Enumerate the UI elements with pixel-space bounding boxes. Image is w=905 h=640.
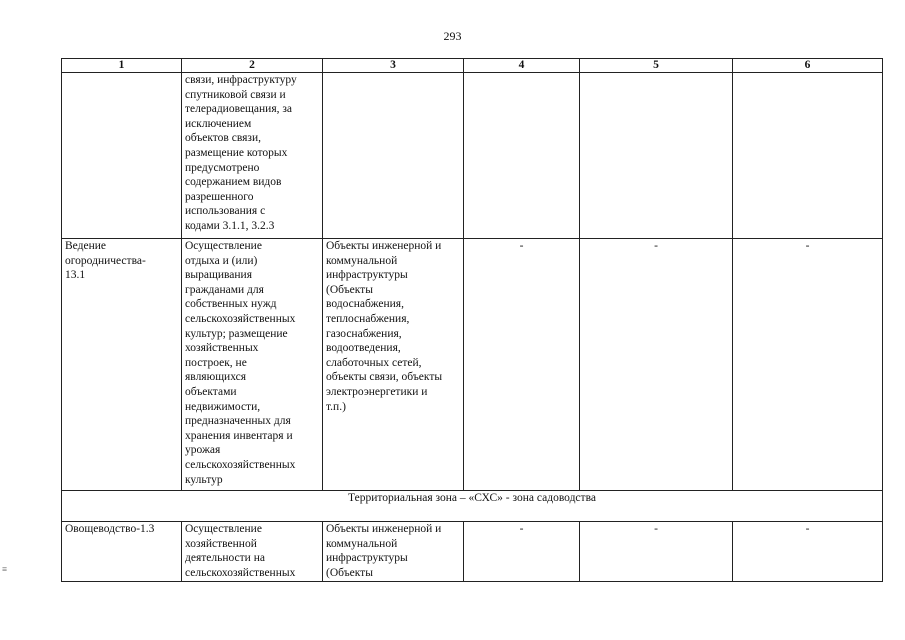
cell-use-name xyxy=(62,73,182,239)
cell-use-description: Осуществление отдыха и (или) выращивания гражданами для собственных нужд сельскохозяйственных культур; размещение хозяйственных построек, не являющихся объектами недвижимости, предназначенных для хранения инвентаря и урожая сельскохозяйственных культур xyxy=(182,239,323,491)
page-number: 293 xyxy=(443,29,462,43)
cell-col6 xyxy=(733,73,883,239)
cell-col4: - xyxy=(464,239,580,491)
cell-col5: - xyxy=(580,522,733,582)
header-col-5: 5 xyxy=(580,59,733,73)
edge-mark: ≡ xyxy=(2,564,8,574)
cell-objects: Объекты инженерной и коммунальной инфраструктуры (Объекты водоснабжения, теплоснабжения, газоснабжения, водоотведения, слаботочных сетей, объекты связи, объекты электроэнергетики и т.п.) xyxy=(323,239,464,491)
table-row xyxy=(62,522,883,582)
zone-title: Территориальная зона – «СХС» - зона садоводства xyxy=(62,491,883,522)
cell-objects xyxy=(323,73,464,239)
header-col-1: 1 xyxy=(62,59,182,73)
cell-objects: Объекты инженерной и коммунальной инфраструктуры (Объекты xyxy=(323,522,464,582)
cell-col6: - xyxy=(733,522,883,582)
cell-col4 xyxy=(464,73,580,239)
cell-col5 xyxy=(580,73,733,239)
cell-col5: - xyxy=(580,239,733,491)
zoning-table xyxy=(61,58,883,582)
cell-use-description: связи, инфраструктуру спутниковой связи и телерадиовещания, за исключением объектов связи, размещение которых предусмотрено содержанием видов разрешенного использования с кодами 3.1.1, 3.2.3 xyxy=(182,73,323,239)
cell-use-name: Ведение огородничества- 13.1 xyxy=(62,239,182,491)
cell-col4: - xyxy=(464,522,580,582)
zone-header-row xyxy=(62,491,883,522)
header-col-2: 2 xyxy=(182,59,323,73)
header-col-3: 3 xyxy=(323,59,464,73)
cell-use-description: Осуществление хозяйственной деятельности на сельскохозяйственных xyxy=(182,522,323,582)
header-col-4: 4 xyxy=(464,59,580,73)
header-col-6: 6 xyxy=(733,59,883,73)
header-row xyxy=(62,59,883,73)
table-row xyxy=(62,239,883,491)
cell-use-name: Овощеводство-1.3 xyxy=(62,522,182,582)
table-row xyxy=(62,73,883,239)
cell-col6: - xyxy=(733,239,883,491)
